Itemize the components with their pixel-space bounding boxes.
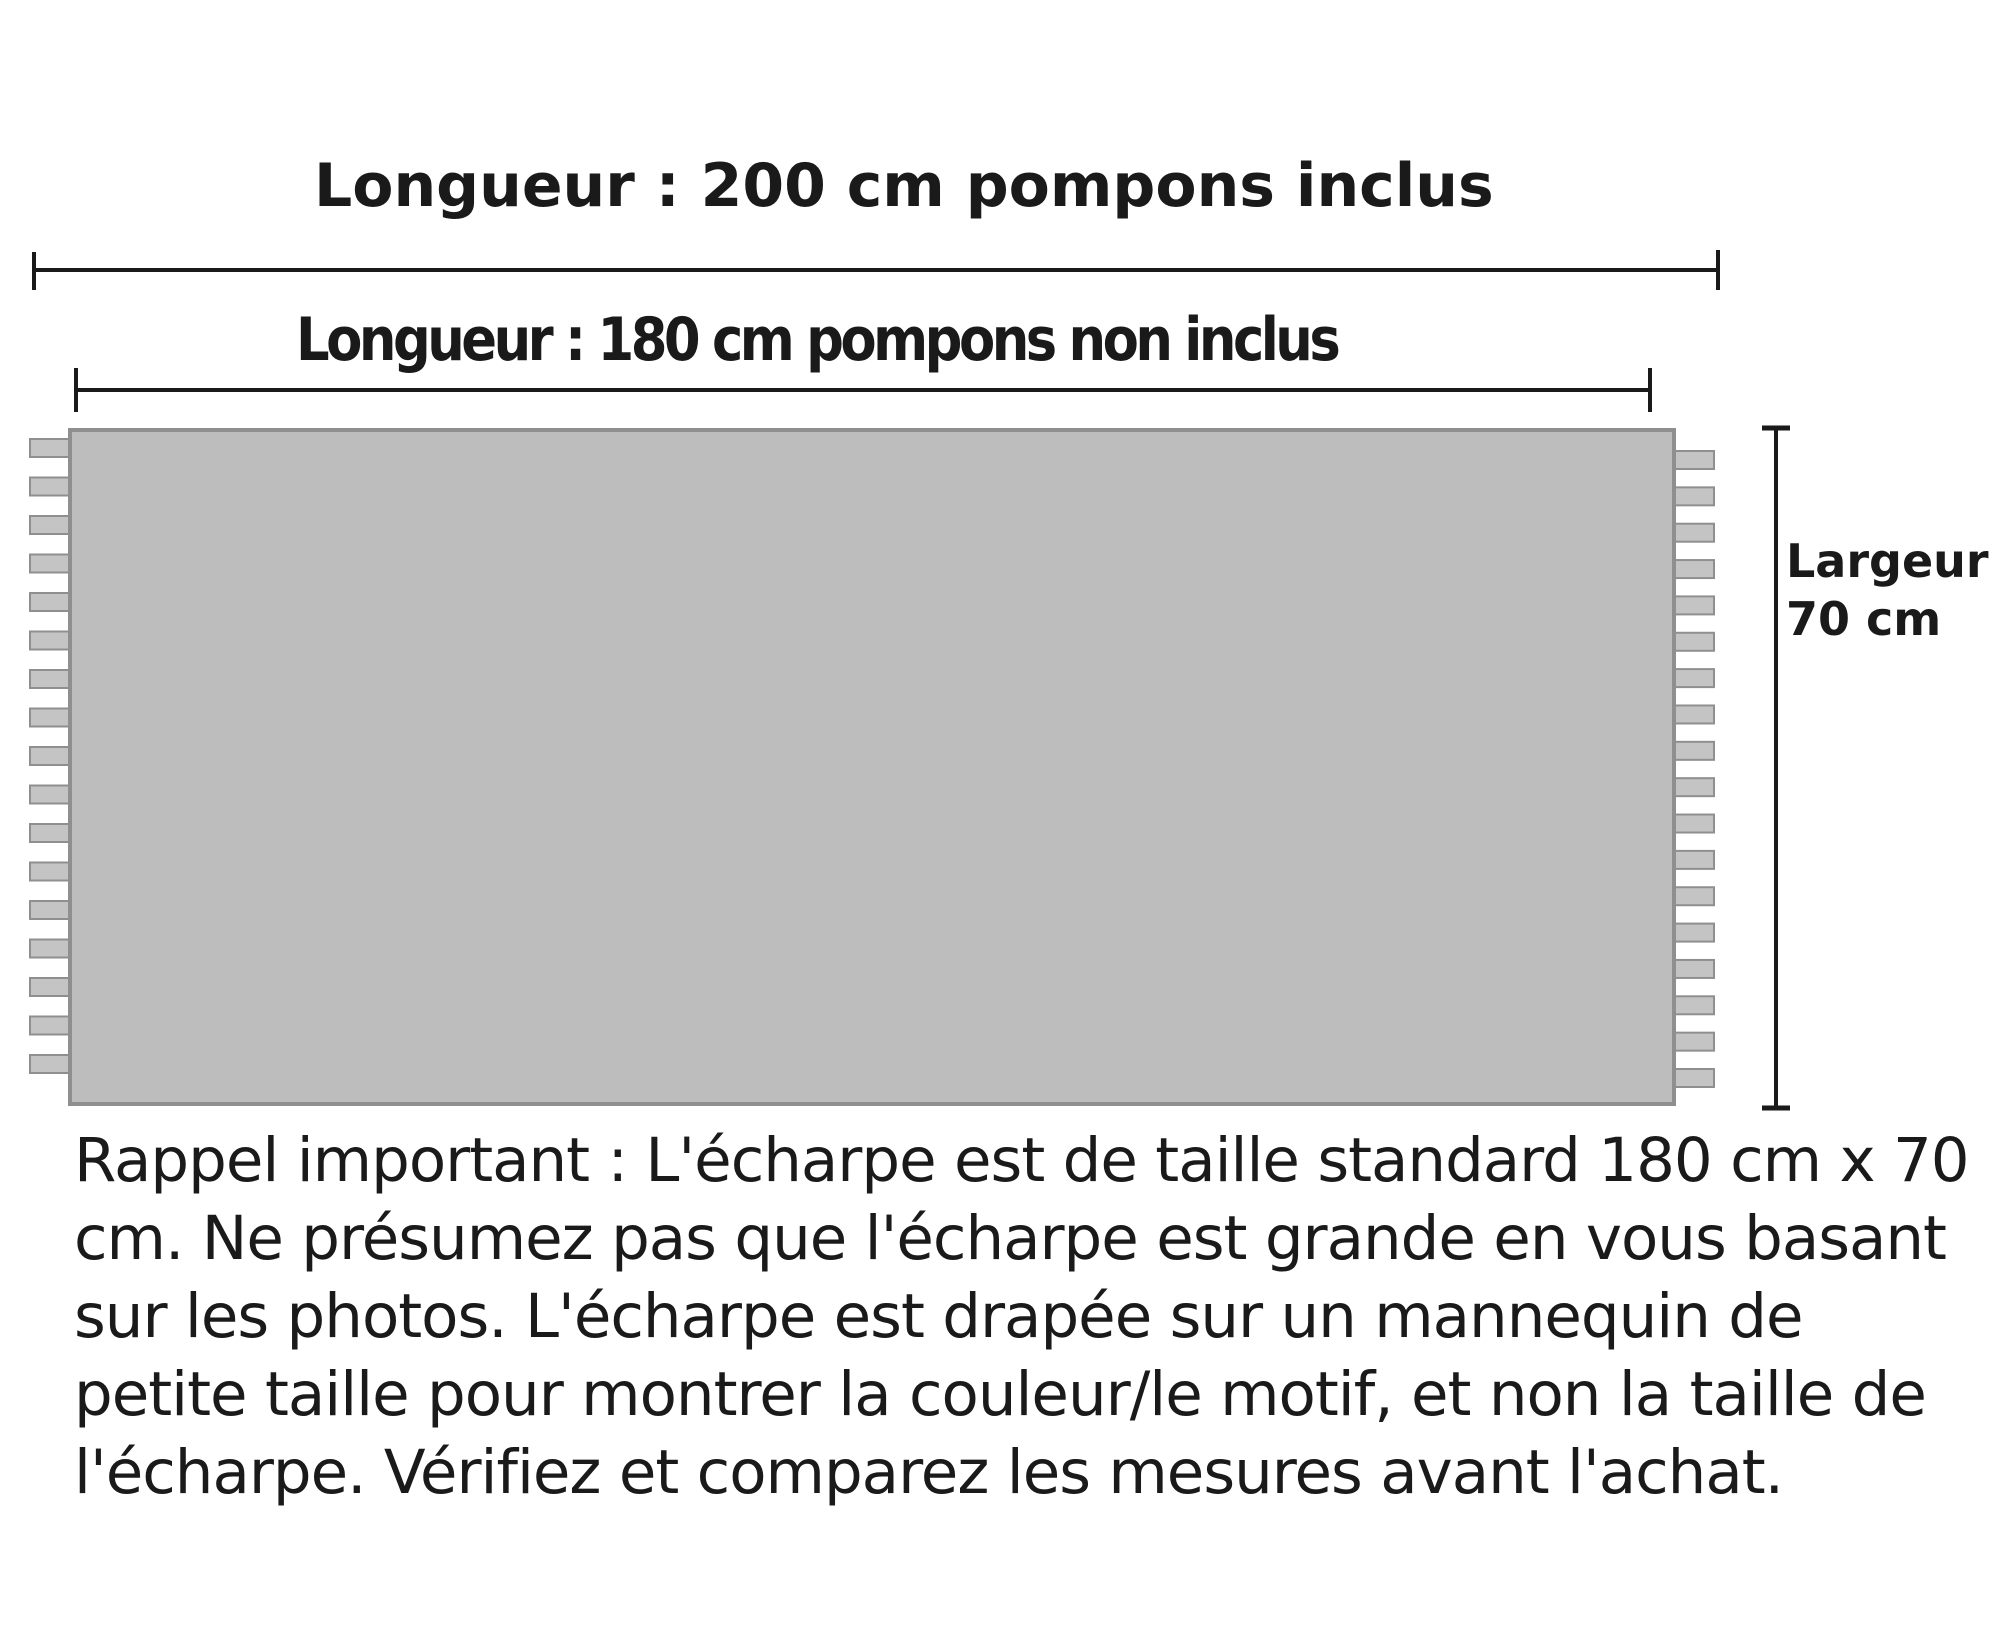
left-tassel	[30, 478, 74, 496]
left-tassel	[30, 709, 74, 727]
right-tassel	[1670, 887, 1714, 905]
right-tassel	[1670, 1069, 1714, 1087]
right-tassel	[1670, 596, 1714, 614]
width-title: Largeur	[1786, 534, 1989, 588]
left-tassel	[30, 786, 74, 804]
right-tassel	[1670, 560, 1714, 578]
length-body-label: Longueur : 180 cm pompons non inclus	[296, 305, 1338, 375]
right-tassel	[1670, 1033, 1714, 1051]
left-tassel	[30, 593, 74, 611]
right-tassel	[1670, 705, 1714, 723]
left-tassel	[30, 516, 74, 534]
right-tassel	[1670, 996, 1714, 1014]
width-value: 70 cm	[1786, 592, 1942, 646]
important-reminder-note: Rappel important : L'écharpe est de taille standard 180 cm x 70 cm. Ne présumez pas que l'écharpe est grande en vous basant sur les photos. L'écharpe est drapée sur un mannequin de petite taille pour montrer la couleur/le motif, et non la taille de l'écharpe. Vérifiez et comparez les mesures avant l'achat.	[74, 1125, 1969, 1508]
left-tassel	[30, 824, 74, 842]
left-tassel	[30, 1017, 74, 1035]
left-tassel	[30, 863, 74, 881]
left-tassel	[30, 632, 74, 650]
width-label	[1786, 532, 1989, 648]
length-total-label: Longueur : 200 cm pompons inclus	[314, 151, 1494, 221]
right-tassels	[1670, 451, 1714, 1087]
right-tassel	[1670, 851, 1714, 869]
left-tassel	[30, 747, 74, 765]
right-tassel	[1670, 778, 1714, 796]
left-tassel	[30, 940, 74, 958]
right-tassel	[1670, 524, 1714, 542]
right-tassel	[1670, 742, 1714, 760]
left-tassels	[30, 439, 74, 1073]
left-tassel	[30, 1055, 74, 1073]
right-tassel	[1670, 669, 1714, 687]
left-tassel	[30, 439, 74, 457]
right-tassel	[1670, 924, 1714, 942]
length-total-dimension-line	[34, 250, 1718, 290]
left-tassel	[30, 670, 74, 688]
right-tassel	[1670, 451, 1714, 469]
left-tassel	[30, 901, 74, 919]
left-tassel	[30, 978, 74, 996]
width-dimension-line	[1762, 428, 1790, 1108]
right-tassel	[1670, 487, 1714, 505]
right-tassel	[1670, 960, 1714, 978]
scarf-body	[70, 430, 1674, 1104]
right-tassel	[1670, 633, 1714, 651]
right-tassel	[1670, 815, 1714, 833]
left-tassel	[30, 555, 74, 573]
